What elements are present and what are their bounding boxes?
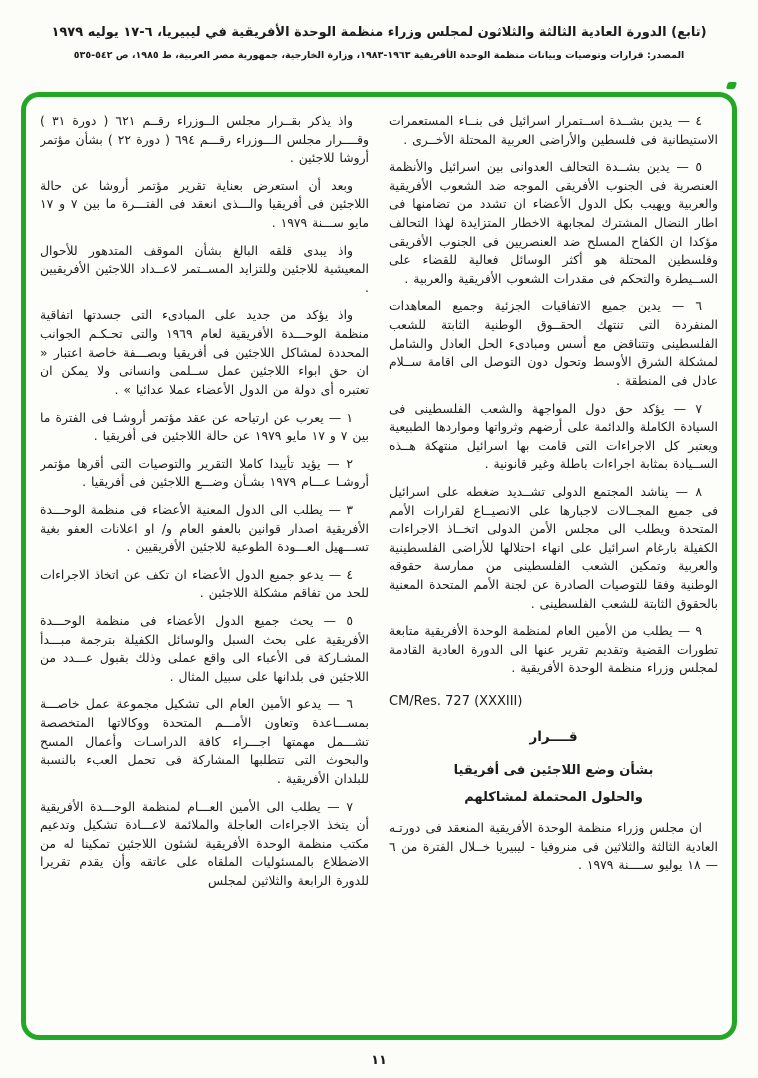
paragraph-item-5: ٥ — يحث جميع الدول الأعضاء فى منظمة الوحـــدة الأفريقية على بحث السبل والوسائل الكفيلة بترجمة مبـــدأ المشـاركة فى الأعباء الى واقع عملى وذلك بقبول عـــدد من اللاجئين فى بلدانها على سبيل المثال .	[40, 613, 369, 684]
right-column	[389, 112, 718, 1027]
resolution-subject-line-2: والحلول المحتملة لمشاكلهم	[464, 790, 643, 806]
paragraph-item-4: ٤ — يدعو جميع الدول الأعضاء ان تكف عن اتخاذ الاجراءات للحد من تفاقم مشكلة اللاجئين .	[40, 566, 369, 601]
page-header	[10, 24, 748, 61]
paragraph-item-8: ٨ — يناشد المجتمع الدولى تشــديد ضغطه على اسرائيل فى جميع المجــالات لاجبارها على الانصيــاع لقرارات الأمم المتحدة ويطلب الى مجلس الأمن الدولى اتخــاذ الاجراءات الكفيلة بارغام اسرائيل على انهاء احتلالها للأراضى الفلسطينية والعربية وتمكين الشعب الفلسطينى من ممارسة حقوقه الوطنية وفقا للتوصيات الصادرة عن لجنة الأمم المتحدة المعنية بالحقوق الثابتة للشعب الفلسطينى .	[389, 483, 718, 611]
paragraph-item-1: ١ — يعرب عن ارتياحه عن عقد مؤتمر أروشـا فى الفترة ما بين ٧ و ١٧ مايو ١٩٧٩ عن حالة اللاجئين فى أفريقيا .	[40, 409, 369, 444]
paragraph-item-5: ٥ — يدين بشــدة التحالف العدوانى بين اسرائيل والأنظمة العنصرية فى الجنوب الأفريقى الموجه ضد الشعوب الأفريقية والعربية ويهيب بكل الدول الأعضاء ان تشدد من تضامنها فى اطار النضال المشترك لمجابهة الاخطار المتزايدة لهذا التحالف مؤكدا ان الكفاح المسلح ضد العنصريين فى الجنوب الأفريقى وفلسطين المحتلة هو أكثر الوسائل فعالية للقضاء على الســيطرة والتحكم فى مقدرات الشعوب الأفريقية والعربية .	[389, 159, 718, 286]
header-title: (تابع) الدورة العادية الثالثة والثلاثون لمجلس وزراء منظمة الوحدة الأفريقية في ليبيريا، ٦-١٧ يوليه ١٩٧٩	[51, 25, 707, 40]
page-number: ١١	[371, 1053, 387, 1068]
preamble-paragraph: واذ يذكر بقــرار مجلس الــوزراء رقــم ٦٢١ ( دورة ٣١ ) وقــــرار مجلس الـــوزراء رقـــم ٦٩٤ ( دورة ٢٢ ) بشأن مؤتمر أروشا للاجئين .	[40, 113, 369, 166]
green-tick-mark	[726, 82, 737, 89]
preamble-paragraph: واذ يؤكد من جديد على المبادىء التى جسدتها اتفاقية منظمة الوحـــدة الأفريقية لعام ١٩٦٩ والتى تحـكـم الجوانب المحددة لمشاكل اللاجئين فى أفريقيا وبصـــفة خاصة اعتبار « ان حق ابواء اللاجئين عمل ســلمى وانسانى ولا يمكن ان تعتبره أى دولة من الدول الأعضاء عملا عدائيا » .	[40, 307, 369, 397]
resolution-reference: CM/Res. 727 (XXXIII)	[389, 694, 523, 710]
content-frame	[21, 92, 737, 1040]
left-column	[40, 112, 369, 1027]
preamble-paragraph: وبعد أن استعرض بعناية تقرير مؤتمر أروشا عن حالة اللاجئين فى أفريقيا والـــذى انعقد فى الفتـــرة ما بين ٧ و ١٧ مايو ســـنة ١٩٧٩ .	[40, 177, 369, 231]
two-column-layout	[40, 112, 718, 1027]
paragraph-item-7: ٧ — يطلب الى الأمين العـــام لمنظمة الوحـــدة الأفريقية أن يتخذ الاجراءات العاجلة والملائمة لاعـــادة تشكيل وتدعيم مكتب منظمة الوحدة الأفريقية لشئون اللاجئين تمكينا له من الاضطلاع بالمسئوليات الملقاه على عاتقه وأن يقدم تقريرا للدورة الرابعة والثلاثين لمجلس	[40, 798, 369, 888]
paragraph-item-6: ٦ — يدين جميع الاتفاقيات الجزئية وجميع المعاهدات المنفردة التى تنتهك الحقــوق الوطنية الثابتة للشعب الفلسطينى وتتناقض مع أسس ومبادىء الحل العادل والشامل لمشكلة الشرق الأوسط وتحول دون التوصل الى اقامة ســلام عادل فى المنطقة .	[389, 298, 718, 388]
resolution-subject-line-1: بشأن وضع اللاجئين فى أفريقيا	[453, 763, 654, 779]
header-source-line: المصدر: قرارات وتوصيات وبيانات منظمة الوحدة الأفريقية ١٩٦٣-١٩٨٣، وزارة الخارجية، جمهورية مصر العربية، ط ١٩٨٥، ص ٥٤٢-٥٣٥	[73, 49, 685, 61]
paragraph-item-3: ٣ — يطلب الى الدول المعنية الأعضاء فى منظمة الوحـــدة الأفريقية اصدار قوانين بالعفو العام و/ او اعلانات العفو بغية تســـهيل العـــودة الطوعية للاجئين الأفريقيين .	[40, 501, 369, 555]
paragraph-item-6: ٦ — يدعو الأمين العام الى تشكيل مجموعة عمل خاصـــة بمســـاعدة وتعاون الأمـــم المتحدة ووكالاتها المتخصصة تشـــمل مهمتها اجـــراء كافة الدراسـات وأعمال المسح والبحوث التى تتطلبها المشاركة فى تحمل العبء بالنسبة للبلدان الأفريقية .	[40, 696, 369, 786]
resolution-title: قــــرار	[529, 729, 578, 746]
paragraph-item-9: ٩ — يطلب من الأمين العام لمنظمة الوحدة الأفريقية متابعة تطورات القضية وتقديم تقرير عنها الى الدورة العادية القادمة لمجلس وزراء منظمة الوحدة الأفريقية .	[389, 623, 718, 676]
preamble-paragraph: واذ يبدى قلقه البالغ بشأن الموقف المتدهور للأحوال المعيشية للاجئين وللتزايد المســتمر لاعــداد اللاجئين الأفريقيين .	[40, 242, 369, 295]
paragraph-item-4: ٤ — يدين بشــدة اســتمرار اسرائيل فى بنــاء المستعمرات الاستيطانية فى فلسطين والأراضى العربية المحتلة الأخــرى .	[389, 113, 718, 147]
resolution-intro-paragraph: ان مجلس وزراء منظمة الوحدة الأفريقية المنعقد فى دورتـه العادية الثالثة والثلاثين فى منروفيا - ليبيريا خــلال الفترة من ٦ — ١٨ يوليو ســــنة ١٩٧٩ .	[389, 820, 718, 873]
paragraph-item-2: ٢ — يؤيد تأييدا كاملا التقرير والتوصيات التى أقرها مؤتمر أروشـا عـــام ١٩٧٩ بشـأن وضـــع اللاجئين فى أفريقيا .	[40, 455, 369, 490]
paragraph-item-7: ٧ — يؤكد حق دول المواجهة والشعب الفلسطينى فى السيادة الكاملة والدائمة على أرضهم وثرواتها ومواردها الطبيعية ويعتبر كل الاجراءات التى قامت بها اسرائيل منتهكة هــذه الســيادة بمثابة اجراءات باطلة وغير قانونية .	[389, 400, 718, 472]
